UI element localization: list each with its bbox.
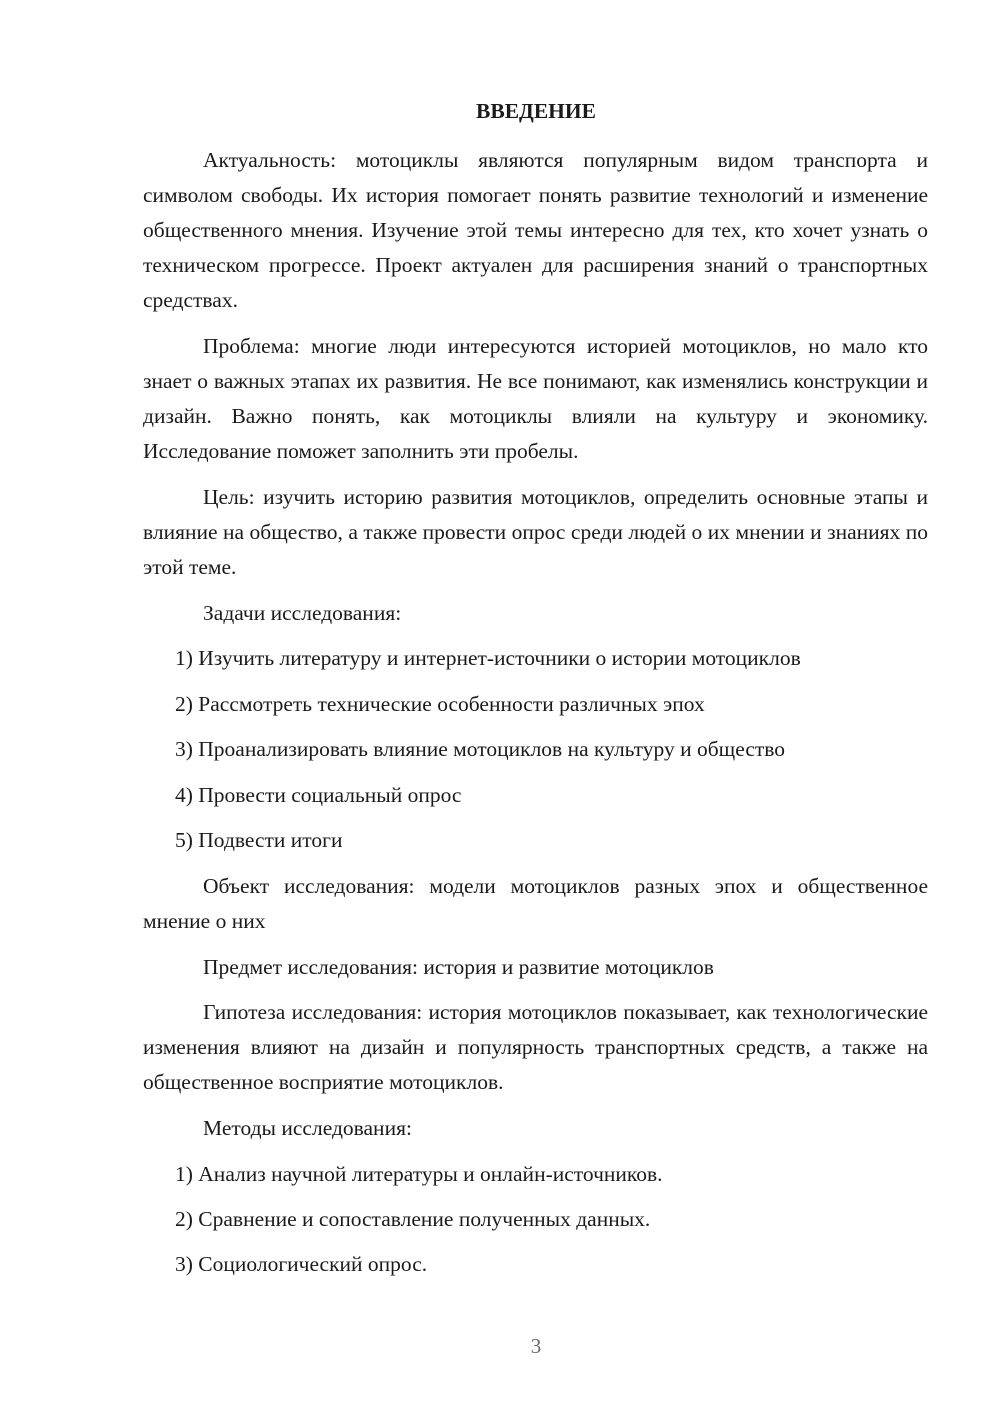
list-item: 2) Рассмотреть технические особенности различных эпох [175,692,705,716]
page-number: 3 [530,1334,542,1358]
hypothesis-paragraph: Гипотеза исследования: история мотоциклов показывает, как технологические изменения влияют на дизайн и популярность транспортных средств, а также на общественное восприятие мотоциклов. [143,1000,928,1094]
list-item: 1) Изучить литературу и интернет-источники о истории мотоциклов [175,646,801,670]
tasks-heading: Задачи исследования: [203,601,402,625]
object-paragraph: Объект исследования: модели мотоциклов разных эпох и общественное мнение о них [143,874,928,933]
goal-paragraph: Цель: изучить историю развития мотоциклов, определить основные этапы и влияние на общество, а также провести опрос среди людей о их мнении и знаниях по этой теме. [143,485,928,579]
list-item: 5) Подвести итоги [175,828,343,852]
methods-heading: Методы исследования: [203,1116,412,1140]
list-item: 3) Проанализировать влияние мотоциклов на культуру и общество [175,737,786,761]
subject-paragraph: Предмет исследования: история и развитие мотоциклов [203,955,714,979]
problem-paragraph: Проблема: многие люди интересуются историей мотоциклов, но мало кто знает о важных этапах их развития. Не все понимают, как изменялись конструкции и дизайн. Важно понять, как мотоциклы влияли на культуру и экономику. Исследование поможет заполнить эти пробелы. [143,334,928,463]
list-item: 4) Провести социальный опрос [175,783,462,807]
relevance-paragraph: Актуальность: мотоциклы являются популярным видом транспорта и символом свободы. Их история помогает понять развитие технологий и изменение общественного мнения. Изучение этой темы интересно для тех, кто хочет узнать о техническом прогрессе. Проект актуален для расширения знаний о транспортных средствах. [143,148,928,312]
page-title: ВВЕДЕНИЕ [476,99,596,123]
list-item: 3) Социологический опрос. [175,1252,428,1276]
list-item: 1) Анализ научной литературы и онлайн-источников. [175,1162,663,1186]
list-item: 2) Сравнение и сопоставление полученных данных. [175,1207,651,1231]
